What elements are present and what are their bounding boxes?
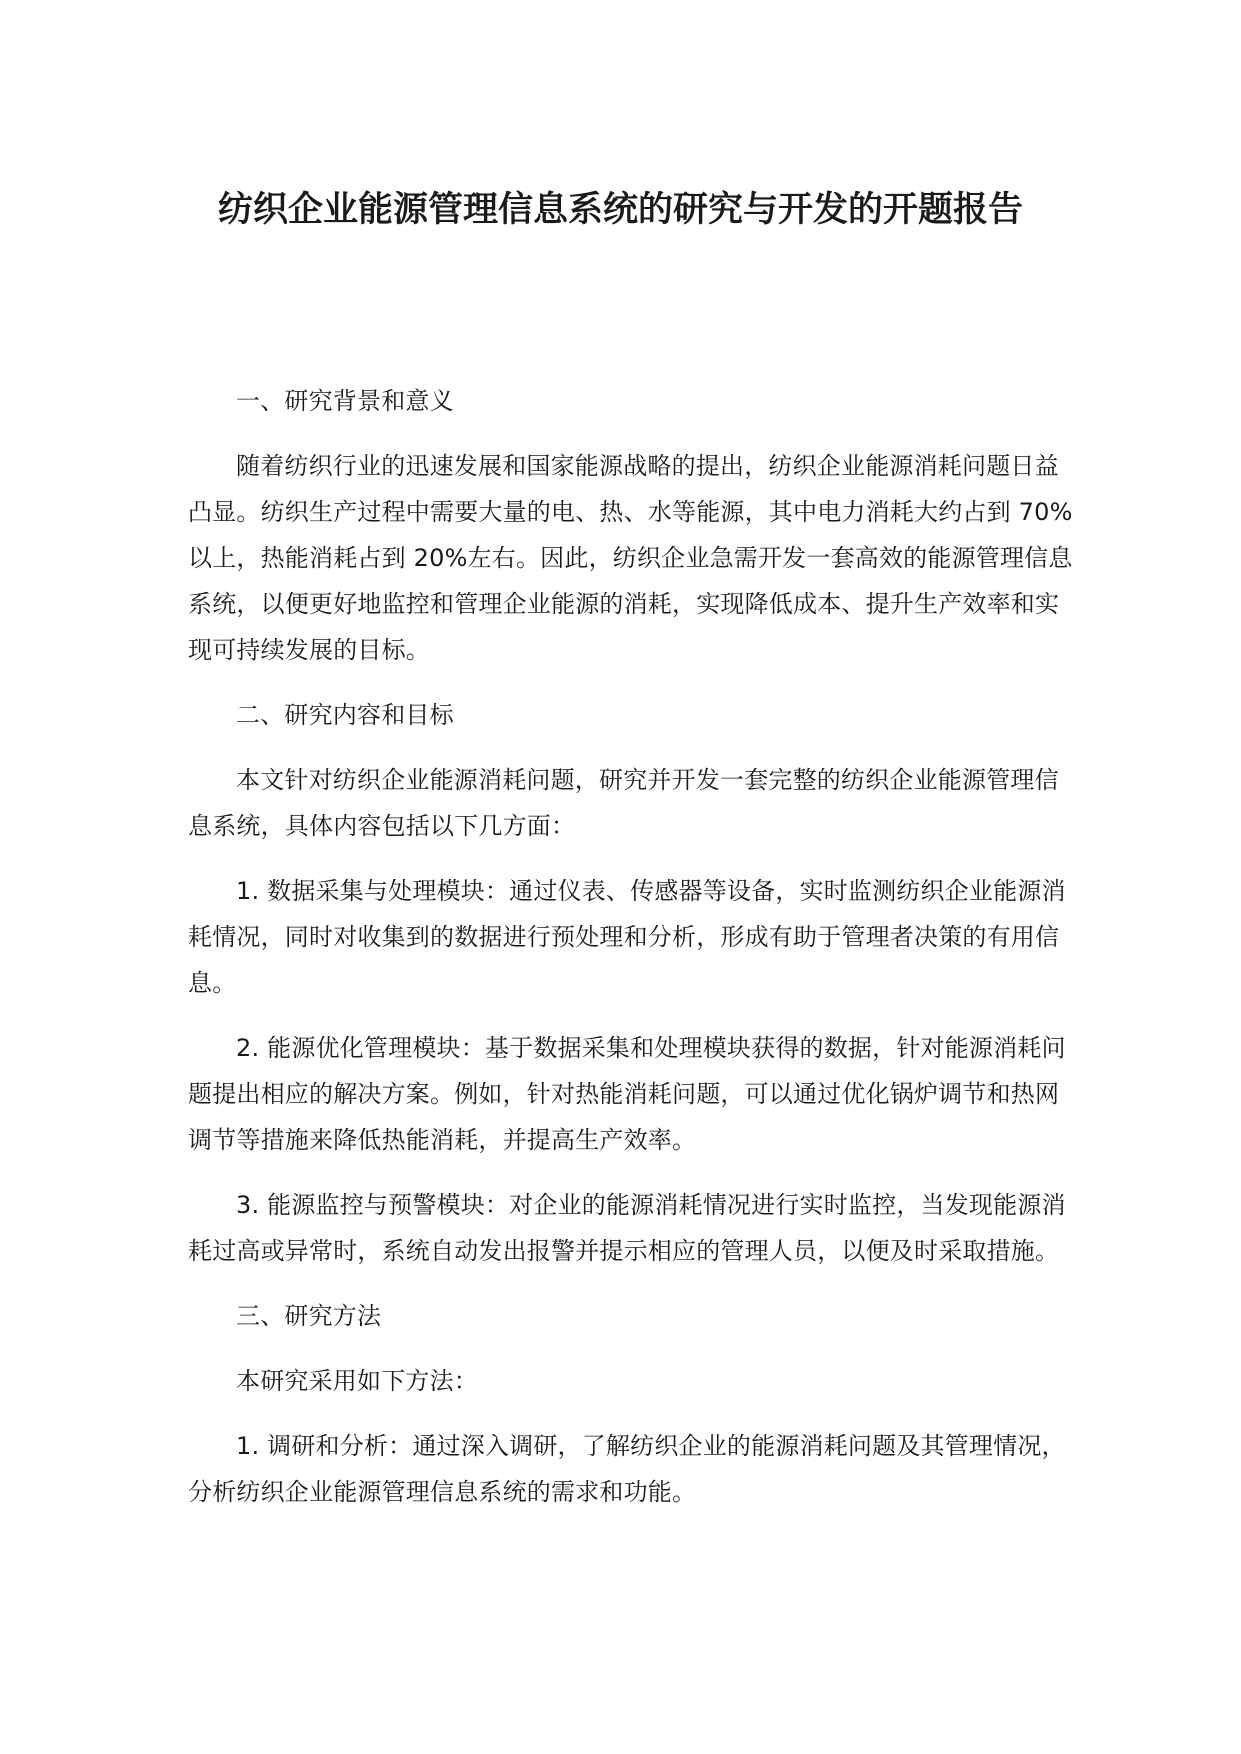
list-item-monitoring-alert: 3. 能源监控与预警模块：对企业的能源消耗情况进行实时监控，当发现能源消耗过高或异常时，系统自动发出报警并提示相应的管理人员，以便及时采取措施。 (188, 1191, 1066, 1265)
paragraph-methods-intro: 本研究采用如下方法： (236, 1367, 478, 1395)
document-body (188, 378, 1078, 1515)
section-heading-content: 二、研究内容和目标 (236, 701, 454, 729)
paragraph-background: 随着纺织行业的迅速发展和国家能源战略的提出，纺织企业能源消耗问题日益凸显。纺织生产过程中需要大量的电、热、水等能源，其中电力消耗大约占到 70%以上，热能消耗占到 20%左右。因此，纺织企业急需开发一套高效的能源管理信息系统，以便更好地监控和管理企业能源的消耗，实现降低成本、提升生产效率和实现可持续发展的目标。 (188, 452, 1073, 664)
document-title: 纺织企业能源管理信息系统的研究与开发的开题报告 (217, 190, 1023, 230)
paragraph-content-intro: 本文针对纺织企业能源消耗问题，研究并开发一套完整的纺织企业能源管理信息系统，具体内容包括以下几方面： (188, 766, 1059, 840)
section-heading-methods: 三、研究方法 (236, 1302, 382, 1330)
list-item-research-analysis: 1. 调研和分析：通过深入调研，了解纺织企业的能源消耗问题及其管理情况，分析纺织企业能源管理信息系统的需求和功能。 (188, 1432, 1066, 1506)
list-item-energy-optimization: 2. 能源优化管理模块：基于数据采集和处理模块获得的数据，针对能源消耗问题提出相应的解决方案。例如，针对热能消耗问题，可以通过优化锅炉调节和热网调节等措施来降低热能消耗，并提高生产效率。 (188, 1034, 1066, 1154)
list-item-data-collection: 1. 数据采集与处理模块：通过仪表、传感器等设备，实时监测纺织企业能源消耗情况，同时对收集到的数据进行预处理和分析，形成有助于管理者决策的有用信息。 (188, 877, 1066, 997)
section-heading-background: 一、研究背景和意义 (236, 387, 454, 415)
